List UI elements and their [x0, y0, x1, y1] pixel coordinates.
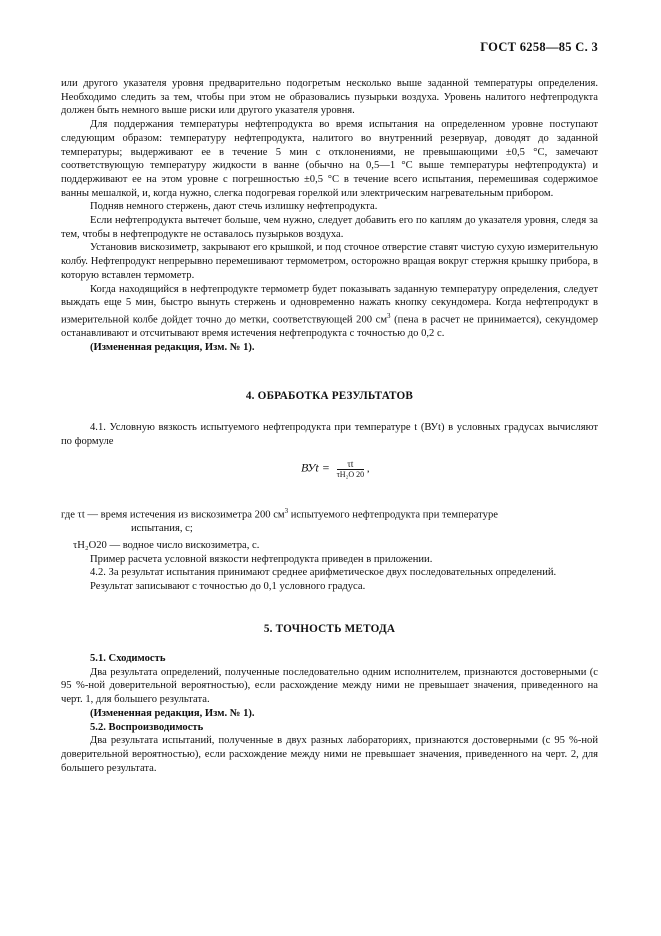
amendment-note: (Измененная редакция, Изм. № 1).: [90, 707, 255, 719]
paragraph: 4.1. Условную вязкость испытуемого нефтепродукта при температуре t (ВУt) в условных градусах вычисляют по формуле: [61, 422, 598, 447]
clause-4-1: [61, 421, 598, 448]
text-run: испытуемого нефтепродукта при температуре: [288, 509, 498, 521]
paragraph: Установив вискозиметр, закрывают его крышкой, и под сточное отверстие ставят чистую сухую измерительную колбу. Нефтепродукт непрерывно перемешивают термометром, осторожно вращая вокруг стержня крышку прибора, в которую вставлен термометр.: [61, 242, 598, 281]
amendment-note: (Измененная редакция, Изм. № 1).: [90, 341, 255, 353]
formula: [301, 459, 370, 479]
paragraph: Подняв немного стержень, дают стечь излишку нефтепродукта.: [90, 201, 378, 213]
formula-tail: ,: [366, 462, 370, 475]
denominator: τH₂O 20: [336, 470, 365, 479]
text-run: где τt — время истечения из вискозиметра 200 см: [61, 509, 285, 521]
superscript: 3: [387, 311, 391, 320]
page-header: ГОСТ 6258—85 С. 3: [480, 40, 598, 54]
text-run: Когда находящийся в нефтепродукте термометр будет показывать заданную температуру определения, следует выждать еще 5 мин, быстро вынуть стержень и одновременно нажать кнопку секундомера. Когда нефтепродукт в измерительной колбе дойдет точно до метки, соответствующей 200 см: [61, 283, 598, 326]
subheading: 5.2. Воспроизводимость: [90, 721, 204, 733]
subheading: 5.1. Сходимость: [90, 653, 166, 664]
paragraph: или другого указателя уровня предварительно подогретым несколько выше заданной температуры определения. Необходимо следить за тем, чтобы при этом не образовались пузырьки воздуха. Уровень налитого нефтепродукта должен быть немного выше риски или другого указателя уровня.: [61, 78, 598, 117]
text-run: (пена в расчет не принимается), секундомер останавливают и отсчитывают время истечения нефтепродукта с точностью до 0,2 с.: [61, 314, 598, 340]
paragraph: Для поддержания температуры нефтепродукта во время испытания на определенном уровне поступают следующим образом: температуру нефтепродукта, налитого во внутренний резервуар, доводят до заданной температуры; выдерживают ее в течение 5 мин с отклонениями, не превышающими ±0,5 °С, замечают соответствующую температуру жидкости в ванне (обычно на 0,5—1 °С выше температуры нефтепродукта) и поддерживают ее на этом уровне с погрешностью ±0,5 °С в течение всего испытания, перемешивая содержимое ванны мешалкой, и, когда нужно, слегка подогревая горелкой или электрическим нагревательным прибором.: [61, 119, 598, 199]
superscript: 3: [284, 507, 289, 515]
legend-line: [61, 505, 598, 522]
formula-lhs: ВУt =: [301, 460, 330, 475]
paragraph: Результат записывают с точностью до 0,1 условного градуса.: [90, 581, 366, 593]
legend-line: испытания, с;: [131, 523, 193, 535]
paragraph: Пример расчета условной вязкости нефтепродукта приведен в приложении.: [90, 553, 433, 565]
paragraph: Два результата испытаний, полученные в двух разных лабораториях, признаются достоверными (с 95 %-ной доверительной вероятностью), если расхождение между ними не превышает значения, приведенного на черт. 2, для большего результата.: [61, 735, 598, 774]
paragraph: [61, 283, 598, 341]
numerator: τt: [337, 459, 365, 470]
paragraph: Два результата определений, полученные последовательно одним исполнителем, признаются достоверными (с 95 %-ной доверительной вероятностью), если расхождение между ними не превышает значения, приведенного на черт. 1, для большего результата.: [61, 666, 598, 706]
section-heading-4: 4. ОБРАБОТКА РЕЗУЛЬТАТОВ: [245, 390, 414, 402]
fraction: [337, 459, 365, 479]
paragraph: 4.2. За результат испытания принимают среднее арифметическое двух последовательных определений.: [90, 567, 557, 579]
formula-legend: [61, 505, 598, 594]
legend-line: τH₂O20 — водное число вискозиметра, с.: [73, 539, 260, 551]
section-heading-5: 5. ТОЧНОСТЬ МЕТОДА: [263, 623, 396, 635]
section-3-text: [61, 77, 598, 355]
section-5-text: [61, 652, 598, 775]
paragraph: Если нефтепродукта вытечет больше, чем нужно, следует добавить его по каплям до указателя уровня, следя за тем, чтобы в нефтепродукте не оставалось пузырьков воздуха.: [61, 215, 598, 240]
